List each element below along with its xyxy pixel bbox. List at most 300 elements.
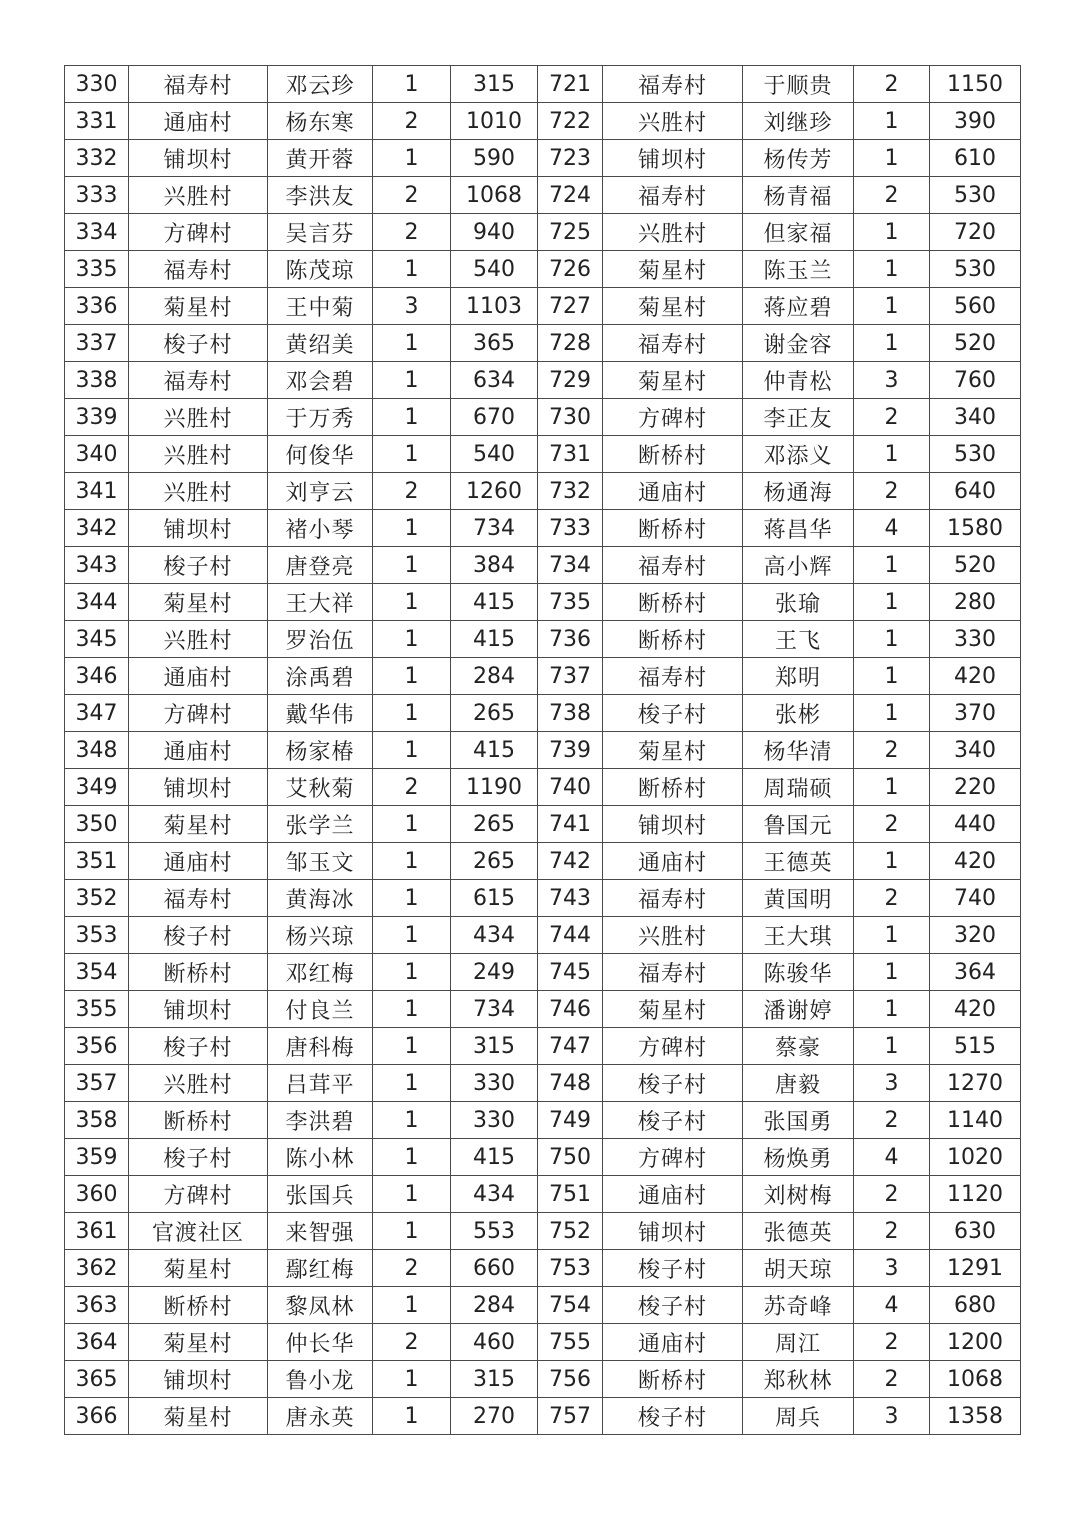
left-record-number-cell: 355 xyxy=(65,991,129,1028)
right-person-name-cell: 蒋应碧 xyxy=(743,288,854,325)
left-person-name-cell: 邓云珍 xyxy=(268,66,373,103)
right-record-number-cell: 753 xyxy=(538,1250,603,1287)
right-household-size-cell: 1 xyxy=(854,843,930,880)
right-household-size-cell: 1 xyxy=(854,658,930,695)
table-row xyxy=(65,510,1021,547)
left-household-size-cell: 1 xyxy=(373,1028,451,1065)
right-household-size-cell: 2 xyxy=(854,473,930,510)
right-amount-cell: 530 xyxy=(930,251,1021,288)
left-person-name-cell: 仲长华 xyxy=(268,1324,373,1361)
right-amount-cell: 1150 xyxy=(930,66,1021,103)
left-village-cell: 梭子村 xyxy=(129,325,268,362)
right-amount-cell: 515 xyxy=(930,1028,1021,1065)
left-amount-cell: 415 xyxy=(451,732,538,769)
right-village-cell: 铺坝村 xyxy=(603,806,743,843)
right-person-name-cell: 潘谢婷 xyxy=(743,991,854,1028)
right-village-cell: 兴胜村 xyxy=(603,214,743,251)
right-person-name-cell: 高小辉 xyxy=(743,547,854,584)
left-amount-cell: 415 xyxy=(451,1139,538,1176)
right-person-name-cell: 张国勇 xyxy=(743,1102,854,1139)
left-amount-cell: 330 xyxy=(451,1065,538,1102)
right-record-number-cell: 739 xyxy=(538,732,603,769)
right-household-size-cell: 1 xyxy=(854,1028,930,1065)
left-person-name-cell: 邹玉文 xyxy=(268,843,373,880)
right-record-number-cell: 734 xyxy=(538,547,603,584)
left-person-name-cell: 唐科梅 xyxy=(268,1028,373,1065)
left-village-cell: 梭子村 xyxy=(129,917,268,954)
right-household-size-cell: 1 xyxy=(854,251,930,288)
left-amount-cell: 434 xyxy=(451,917,538,954)
right-village-cell: 断桥村 xyxy=(603,436,743,473)
left-record-number-cell: 337 xyxy=(65,325,129,362)
left-household-size-cell: 2 xyxy=(373,769,451,806)
left-village-cell: 铺坝村 xyxy=(129,140,268,177)
right-person-name-cell: 郑明 xyxy=(743,658,854,695)
right-person-name-cell: 于顺贵 xyxy=(743,66,854,103)
left-household-size-cell: 2 xyxy=(373,214,451,251)
left-village-cell: 梭子村 xyxy=(129,547,268,584)
left-record-number-cell: 348 xyxy=(65,732,129,769)
right-village-cell: 福寿村 xyxy=(603,658,743,695)
right-village-cell: 通庙村 xyxy=(603,473,743,510)
right-household-size-cell: 1 xyxy=(854,954,930,991)
table-row xyxy=(65,547,1021,584)
left-household-size-cell: 1 xyxy=(373,880,451,917)
right-amount-cell: 640 xyxy=(930,473,1021,510)
right-household-size-cell: 2 xyxy=(854,732,930,769)
left-person-name-cell: 吴言芬 xyxy=(268,214,373,251)
right-household-size-cell: 2 xyxy=(854,806,930,843)
table-row xyxy=(65,769,1021,806)
right-person-name-cell: 王大琪 xyxy=(743,917,854,954)
table-row xyxy=(65,584,1021,621)
left-record-number-cell: 338 xyxy=(65,362,129,399)
right-record-number-cell: 730 xyxy=(538,399,603,436)
right-village-cell: 方碑村 xyxy=(603,1139,743,1176)
right-record-number-cell: 745 xyxy=(538,954,603,991)
right-record-number-cell: 749 xyxy=(538,1102,603,1139)
right-household-size-cell: 2 xyxy=(854,1213,930,1250)
right-record-number-cell: 727 xyxy=(538,288,603,325)
left-amount-cell: 940 xyxy=(451,214,538,251)
table-row xyxy=(65,251,1021,288)
left-village-cell: 菊星村 xyxy=(129,1398,268,1435)
left-household-size-cell: 3 xyxy=(373,288,451,325)
right-village-cell: 福寿村 xyxy=(603,325,743,362)
table-row xyxy=(65,473,1021,510)
left-record-number-cell: 353 xyxy=(65,917,129,954)
left-village-cell: 断桥村 xyxy=(129,954,268,991)
left-amount-cell: 265 xyxy=(451,843,538,880)
right-village-cell: 菊星村 xyxy=(603,732,743,769)
left-household-size-cell: 1 xyxy=(373,991,451,1028)
left-village-cell: 铺坝村 xyxy=(129,510,268,547)
right-village-cell: 梭子村 xyxy=(603,1065,743,1102)
right-village-cell: 菊星村 xyxy=(603,288,743,325)
right-amount-cell: 1270 xyxy=(930,1065,1021,1102)
left-household-size-cell: 1 xyxy=(373,658,451,695)
right-household-size-cell: 2 xyxy=(854,1102,930,1139)
left-amount-cell: 270 xyxy=(451,1398,538,1435)
right-household-size-cell: 1 xyxy=(854,547,930,584)
left-village-cell: 断桥村 xyxy=(129,1287,268,1324)
left-village-cell: 兴胜村 xyxy=(129,436,268,473)
right-record-number-cell: 744 xyxy=(538,917,603,954)
right-record-number-cell: 741 xyxy=(538,806,603,843)
left-amount-cell: 634 xyxy=(451,362,538,399)
left-village-cell: 梭子村 xyxy=(129,1139,268,1176)
right-person-name-cell: 邓添义 xyxy=(743,436,854,473)
right-household-size-cell: 2 xyxy=(854,1176,930,1213)
right-amount-cell: 1140 xyxy=(930,1102,1021,1139)
left-village-cell: 通庙村 xyxy=(129,103,268,140)
left-village-cell: 官渡社区 xyxy=(129,1213,268,1250)
left-amount-cell: 734 xyxy=(451,510,538,547)
table-row xyxy=(65,1065,1021,1102)
table-row xyxy=(65,214,1021,251)
right-person-name-cell: 王飞 xyxy=(743,621,854,658)
right-person-name-cell: 周瑞硕 xyxy=(743,769,854,806)
right-record-number-cell: 733 xyxy=(538,510,603,547)
left-amount-cell: 553 xyxy=(451,1213,538,1250)
right-person-name-cell: 苏奇峰 xyxy=(743,1287,854,1324)
left-person-name-cell: 张国兵 xyxy=(268,1176,373,1213)
right-record-number-cell: 726 xyxy=(538,251,603,288)
left-record-number-cell: 347 xyxy=(65,695,129,732)
right-record-number-cell: 751 xyxy=(538,1176,603,1213)
table-row xyxy=(65,1361,1021,1398)
right-village-cell: 通庙村 xyxy=(603,843,743,880)
table-row xyxy=(65,621,1021,658)
right-person-name-cell: 王德英 xyxy=(743,843,854,880)
left-household-size-cell: 1 xyxy=(373,510,451,547)
right-amount-cell: 330 xyxy=(930,621,1021,658)
left-household-size-cell: 1 xyxy=(373,621,451,658)
left-person-name-cell: 黄绍美 xyxy=(268,325,373,362)
left-record-number-cell: 333 xyxy=(65,177,129,214)
table-row xyxy=(65,1139,1021,1176)
left-amount-cell: 284 xyxy=(451,658,538,695)
right-person-name-cell: 杨焕勇 xyxy=(743,1139,854,1176)
right-village-cell: 通庙村 xyxy=(603,1324,743,1361)
left-person-name-cell: 张学兰 xyxy=(268,806,373,843)
left-record-number-cell: 343 xyxy=(65,547,129,584)
left-record-number-cell: 351 xyxy=(65,843,129,880)
right-village-cell: 菊星村 xyxy=(603,362,743,399)
left-village-cell: 福寿村 xyxy=(129,251,268,288)
left-village-cell: 铺坝村 xyxy=(129,769,268,806)
table-row xyxy=(65,1287,1021,1324)
right-village-cell: 断桥村 xyxy=(603,769,743,806)
left-record-number-cell: 363 xyxy=(65,1287,129,1324)
right-record-number-cell: 732 xyxy=(538,473,603,510)
table-row xyxy=(65,917,1021,954)
left-record-number-cell: 364 xyxy=(65,1324,129,1361)
left-person-name-cell: 吕茸平 xyxy=(268,1065,373,1102)
table-row xyxy=(65,880,1021,917)
right-amount-cell: 340 xyxy=(930,732,1021,769)
right-amount-cell: 610 xyxy=(930,140,1021,177)
right-household-size-cell: 1 xyxy=(854,288,930,325)
right-household-size-cell: 1 xyxy=(854,621,930,658)
right-amount-cell: 560 xyxy=(930,288,1021,325)
left-village-cell: 菊星村 xyxy=(129,806,268,843)
right-household-size-cell: 1 xyxy=(854,140,930,177)
table-row xyxy=(65,140,1021,177)
left-amount-cell: 540 xyxy=(451,251,538,288)
right-person-name-cell: 周兵 xyxy=(743,1398,854,1435)
table-row xyxy=(65,362,1021,399)
right-village-cell: 菊星村 xyxy=(603,251,743,288)
left-household-size-cell: 1 xyxy=(373,806,451,843)
left-record-number-cell: 334 xyxy=(65,214,129,251)
right-household-size-cell: 1 xyxy=(854,325,930,362)
left-amount-cell: 540 xyxy=(451,436,538,473)
left-amount-cell: 330 xyxy=(451,1102,538,1139)
table-row xyxy=(65,1028,1021,1065)
right-person-name-cell: 谢金容 xyxy=(743,325,854,362)
left-person-name-cell: 何俊华 xyxy=(268,436,373,473)
left-record-number-cell: 342 xyxy=(65,510,129,547)
right-amount-cell: 520 xyxy=(930,547,1021,584)
left-person-name-cell: 鄢红梅 xyxy=(268,1250,373,1287)
right-person-name-cell: 张彬 xyxy=(743,695,854,732)
roster-body xyxy=(65,66,1021,1435)
right-amount-cell: 1291 xyxy=(930,1250,1021,1287)
table-row xyxy=(65,806,1021,843)
left-household-size-cell: 2 xyxy=(373,177,451,214)
left-village-cell: 福寿村 xyxy=(129,66,268,103)
left-household-size-cell: 1 xyxy=(373,1102,451,1139)
left-amount-cell: 660 xyxy=(451,1250,538,1287)
left-person-name-cell: 邓红梅 xyxy=(268,954,373,991)
right-village-cell: 方碑村 xyxy=(603,1028,743,1065)
left-village-cell: 菊星村 xyxy=(129,584,268,621)
right-person-name-cell: 张瑜 xyxy=(743,584,854,621)
right-household-size-cell: 2 xyxy=(854,1361,930,1398)
right-person-name-cell: 唐毅 xyxy=(743,1065,854,1102)
left-amount-cell: 315 xyxy=(451,1361,538,1398)
left-household-size-cell: 1 xyxy=(373,547,451,584)
right-amount-cell: 1200 xyxy=(930,1324,1021,1361)
left-household-size-cell: 1 xyxy=(373,1139,451,1176)
right-household-size-cell: 1 xyxy=(854,991,930,1028)
left-amount-cell: 1068 xyxy=(451,177,538,214)
left-record-number-cell: 345 xyxy=(65,621,129,658)
left-amount-cell: 284 xyxy=(451,1287,538,1324)
left-record-number-cell: 365 xyxy=(65,1361,129,1398)
right-amount-cell: 1358 xyxy=(930,1398,1021,1435)
right-household-size-cell: 4 xyxy=(854,510,930,547)
left-household-size-cell: 1 xyxy=(373,436,451,473)
right-person-name-cell: 张德英 xyxy=(743,1213,854,1250)
left-village-cell: 通庙村 xyxy=(129,732,268,769)
left-record-number-cell: 360 xyxy=(65,1176,129,1213)
left-household-size-cell: 1 xyxy=(373,140,451,177)
left-record-number-cell: 332 xyxy=(65,140,129,177)
right-village-cell: 福寿村 xyxy=(603,547,743,584)
left-person-name-cell: 陈小林 xyxy=(268,1139,373,1176)
right-household-size-cell: 1 xyxy=(854,214,930,251)
left-household-size-cell: 1 xyxy=(373,399,451,436)
left-person-name-cell: 黄开蓉 xyxy=(268,140,373,177)
right-person-name-cell: 刘树梅 xyxy=(743,1176,854,1213)
right-record-number-cell: 731 xyxy=(538,436,603,473)
left-record-number-cell: 336 xyxy=(65,288,129,325)
right-village-cell: 铺坝村 xyxy=(603,140,743,177)
right-person-name-cell: 杨通海 xyxy=(743,473,854,510)
right-record-number-cell: 728 xyxy=(538,325,603,362)
left-person-name-cell: 邓会碧 xyxy=(268,362,373,399)
left-village-cell: 方碑村 xyxy=(129,695,268,732)
left-household-size-cell: 1 xyxy=(373,954,451,991)
right-record-number-cell: 729 xyxy=(538,362,603,399)
right-record-number-cell: 724 xyxy=(538,177,603,214)
left-amount-cell: 1190 xyxy=(451,769,538,806)
left-person-name-cell: 陈茂琼 xyxy=(268,251,373,288)
right-village-cell: 兴胜村 xyxy=(603,103,743,140)
left-amount-cell: 1103 xyxy=(451,288,538,325)
right-person-name-cell: 李正友 xyxy=(743,399,854,436)
left-record-number-cell: 361 xyxy=(65,1213,129,1250)
left-person-name-cell: 涂禹碧 xyxy=(268,658,373,695)
left-person-name-cell: 李洪友 xyxy=(268,177,373,214)
left-amount-cell: 460 xyxy=(451,1324,538,1361)
left-village-cell: 福寿村 xyxy=(129,880,268,917)
left-household-size-cell: 1 xyxy=(373,584,451,621)
right-person-name-cell: 陈骏华 xyxy=(743,954,854,991)
right-amount-cell: 420 xyxy=(930,843,1021,880)
right-record-number-cell: 752 xyxy=(538,1213,603,1250)
left-amount-cell: 590 xyxy=(451,140,538,177)
left-person-name-cell: 杨兴琼 xyxy=(268,917,373,954)
right-household-size-cell: 2 xyxy=(854,399,930,436)
left-amount-cell: 434 xyxy=(451,1176,538,1213)
right-village-cell: 福寿村 xyxy=(603,954,743,991)
left-household-size-cell: 2 xyxy=(373,103,451,140)
left-record-number-cell: 346 xyxy=(65,658,129,695)
right-record-number-cell: 740 xyxy=(538,769,603,806)
table-row xyxy=(65,325,1021,362)
left-person-name-cell: 艾秋菊 xyxy=(268,769,373,806)
table-row xyxy=(65,1250,1021,1287)
right-amount-cell: 530 xyxy=(930,177,1021,214)
right-record-number-cell: 722 xyxy=(538,103,603,140)
left-person-name-cell: 杨家椿 xyxy=(268,732,373,769)
right-household-size-cell: 1 xyxy=(854,769,930,806)
right-person-name-cell: 杨传芳 xyxy=(743,140,854,177)
right-record-number-cell: 756 xyxy=(538,1361,603,1398)
left-person-name-cell: 刘亨云 xyxy=(268,473,373,510)
right-village-cell: 梭子村 xyxy=(603,1102,743,1139)
left-record-number-cell: 357 xyxy=(65,1065,129,1102)
right-village-cell: 断桥村 xyxy=(603,621,743,658)
right-person-name-cell: 郑秋林 xyxy=(743,1361,854,1398)
right-household-size-cell: 1 xyxy=(854,695,930,732)
left-household-size-cell: 1 xyxy=(373,1213,451,1250)
right-amount-cell: 760 xyxy=(930,362,1021,399)
left-village-cell: 兴胜村 xyxy=(129,177,268,214)
right-amount-cell: 370 xyxy=(930,695,1021,732)
left-village-cell: 兴胜村 xyxy=(129,621,268,658)
right-amount-cell: 740 xyxy=(930,880,1021,917)
left-record-number-cell: 358 xyxy=(65,1102,129,1139)
right-record-number-cell: 748 xyxy=(538,1065,603,1102)
table-row xyxy=(65,954,1021,991)
right-person-name-cell: 杨青福 xyxy=(743,177,854,214)
left-person-name-cell: 来智强 xyxy=(268,1213,373,1250)
right-village-cell: 梭子村 xyxy=(603,1287,743,1324)
right-record-number-cell: 736 xyxy=(538,621,603,658)
left-record-number-cell: 340 xyxy=(65,436,129,473)
right-amount-cell: 420 xyxy=(930,991,1021,1028)
right-record-number-cell: 755 xyxy=(538,1324,603,1361)
left-household-size-cell: 1 xyxy=(373,251,451,288)
left-person-name-cell: 王大祥 xyxy=(268,584,373,621)
right-village-cell: 断桥村 xyxy=(603,1361,743,1398)
left-record-number-cell: 330 xyxy=(65,66,129,103)
left-household-size-cell: 2 xyxy=(373,473,451,510)
left-village-cell: 兴胜村 xyxy=(129,399,268,436)
left-record-number-cell: 362 xyxy=(65,1250,129,1287)
right-household-size-cell: 2 xyxy=(854,66,930,103)
table-row xyxy=(65,399,1021,436)
left-household-size-cell: 1 xyxy=(373,325,451,362)
left-record-number-cell: 366 xyxy=(65,1398,129,1435)
right-household-size-cell: 1 xyxy=(854,584,930,621)
right-record-number-cell: 735 xyxy=(538,584,603,621)
left-amount-cell: 415 xyxy=(451,621,538,658)
left-household-size-cell: 1 xyxy=(373,732,451,769)
table-row xyxy=(65,436,1021,473)
right-amount-cell: 320 xyxy=(930,917,1021,954)
left-household-size-cell: 1 xyxy=(373,1361,451,1398)
right-record-number-cell: 721 xyxy=(538,66,603,103)
right-amount-cell: 1020 xyxy=(930,1139,1021,1176)
right-amount-cell: 440 xyxy=(930,806,1021,843)
table-row xyxy=(65,1213,1021,1250)
left-household-size-cell: 1 xyxy=(373,1176,451,1213)
right-household-size-cell: 4 xyxy=(854,1139,930,1176)
table-row xyxy=(65,288,1021,325)
right-household-size-cell: 2 xyxy=(854,177,930,214)
right-person-name-cell: 黄国明 xyxy=(743,880,854,917)
right-amount-cell: 1068 xyxy=(930,1361,1021,1398)
right-record-number-cell: 725 xyxy=(538,214,603,251)
table-row xyxy=(65,66,1021,103)
left-household-size-cell: 1 xyxy=(373,695,451,732)
right-amount-cell: 220 xyxy=(930,769,1021,806)
right-village-cell: 梭子村 xyxy=(603,1398,743,1435)
right-amount-cell: 680 xyxy=(930,1287,1021,1324)
right-amount-cell: 720 xyxy=(930,214,1021,251)
left-record-number-cell: 354 xyxy=(65,954,129,991)
right-person-name-cell: 蔡豪 xyxy=(743,1028,854,1065)
right-amount-cell: 1580 xyxy=(930,510,1021,547)
table-row xyxy=(65,658,1021,695)
left-village-cell: 断桥村 xyxy=(129,1102,268,1139)
left-household-size-cell: 1 xyxy=(373,362,451,399)
left-household-size-cell: 1 xyxy=(373,917,451,954)
right-village-cell: 兴胜村 xyxy=(603,917,743,954)
right-amount-cell: 420 xyxy=(930,658,1021,695)
right-record-number-cell: 757 xyxy=(538,1398,603,1435)
right-village-cell: 菊星村 xyxy=(603,991,743,1028)
table-row xyxy=(65,1398,1021,1435)
left-amount-cell: 315 xyxy=(451,66,538,103)
right-household-size-cell: 2 xyxy=(854,1324,930,1361)
left-record-number-cell: 339 xyxy=(65,399,129,436)
